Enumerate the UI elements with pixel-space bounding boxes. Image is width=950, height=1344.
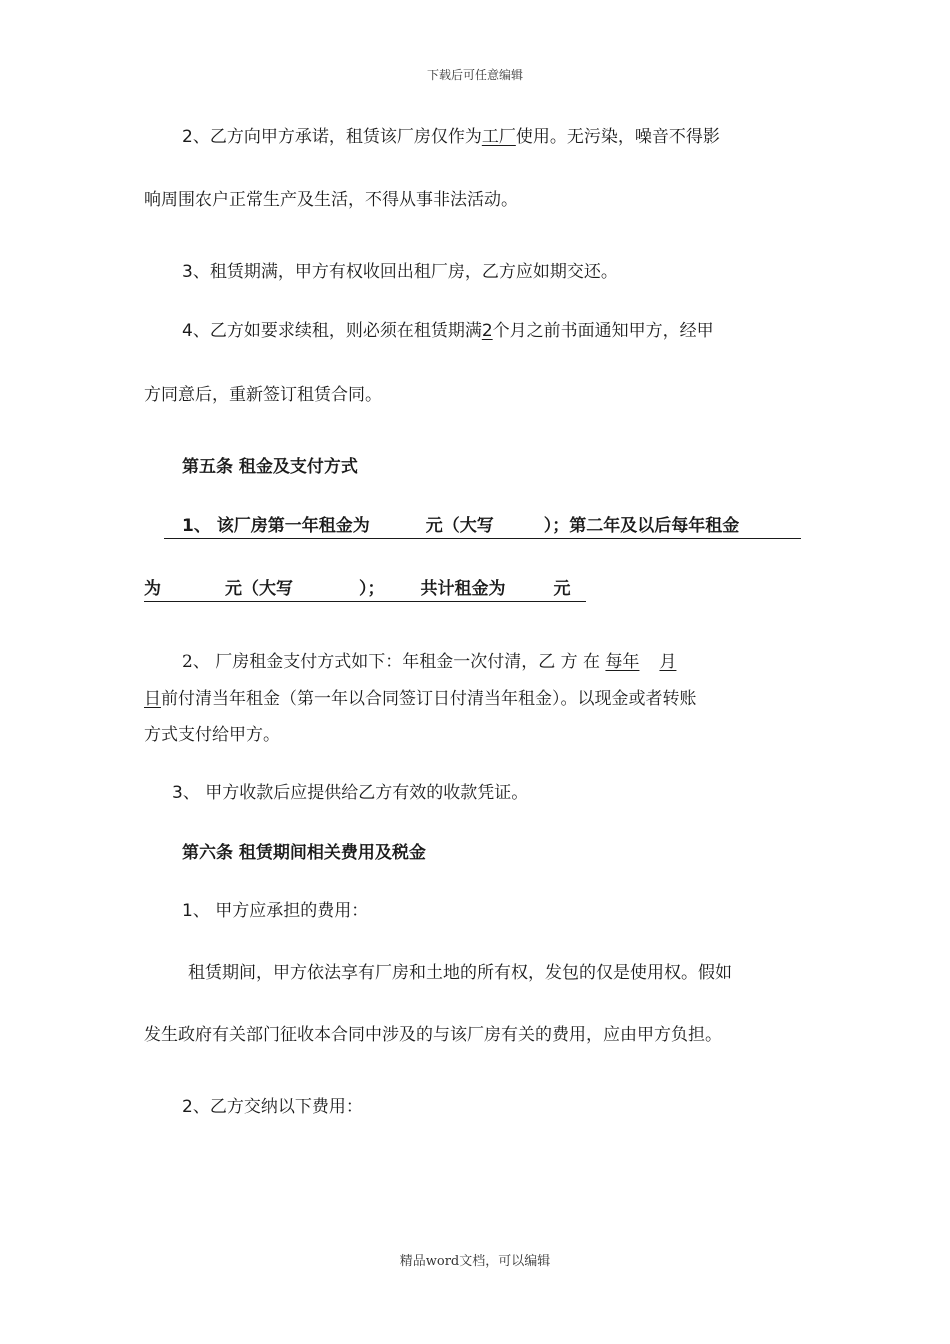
page-header: 下载后可任意编辑 (426, 68, 523, 82)
rent-amount-underline-2 (144, 601, 586, 602)
pay-day-field: 日 (144, 689, 161, 709)
payment-method-line-1: 2、 厂房租金支付方式如下：年租金一次付清，乙 方 在 每年 月 (182, 651, 696, 673)
clause-4-2-line-2: 响周围农户正常生产及生活，不得从事非法活动。 (144, 190, 518, 210)
fees-party-a-title: 1、 甲方应承担的费用： (182, 901, 369, 921)
rent-amount-line-2: 为 元（大写 ）； 共计租金为 元 (144, 579, 571, 599)
clause-4-3: 3、租赁期满，甲方有权收回出租厂房，乙方应如期交还。 (182, 262, 618, 282)
fees-party-b-title: 2、乙方交纳以下费用： (182, 1097, 363, 1117)
article-6-heading: 第六条 租赁期间相关费用及税金 (182, 843, 426, 863)
rent-amount-line-1: 1、 该厂房第一年租金为 元（大写 ）；第二年及以后每年租金 (182, 516, 740, 536)
clause-4-2-line-1: 2、乙方向甲方承诺，租赁该厂房仅作为工厂使用。无污染，噪音不得影 (182, 127, 720, 147)
fees-party-a-line-1: 租赁期间，甲方依法享有厂房和土地的所有权，发包的仅是使用权。假如 (188, 963, 732, 983)
payment-method-line-2: 日前付清当年租金（第一年以合同签订日付清当年租金）。以现金或者转账 (144, 689, 697, 709)
payment-method-line-3: 方式支付给甲方。 (144, 725, 280, 745)
fees-party-a-line-2: 发生政府有关部门征收本合同中涉及的与该厂房有关的费用，应由甲方负担。 (144, 1025, 722, 1045)
rent-amount-underline-1 (164, 538, 801, 539)
receipt-clause: 3、 甲方收款后应提供给乙方有效的收款凭证。 (172, 783, 529, 803)
clause-4-4-line-1: 4、乙方如要求续租，则必须在租赁期满2个月之前书面通知甲方，经甲 (182, 321, 714, 341)
page-footer: 精品word文档，可以编辑 (399, 1254, 551, 1269)
article-5-heading: 第五条 租金及支付方式 (182, 457, 358, 477)
clause-4-4-line-2: 方同意后，重新签订租赁合同。 (144, 385, 382, 405)
pay-month-field: 每年 月 (605, 652, 677, 672)
usage-purpose-field: 工厂 (481, 127, 516, 147)
notice-months-field: 2 (481, 321, 493, 341)
